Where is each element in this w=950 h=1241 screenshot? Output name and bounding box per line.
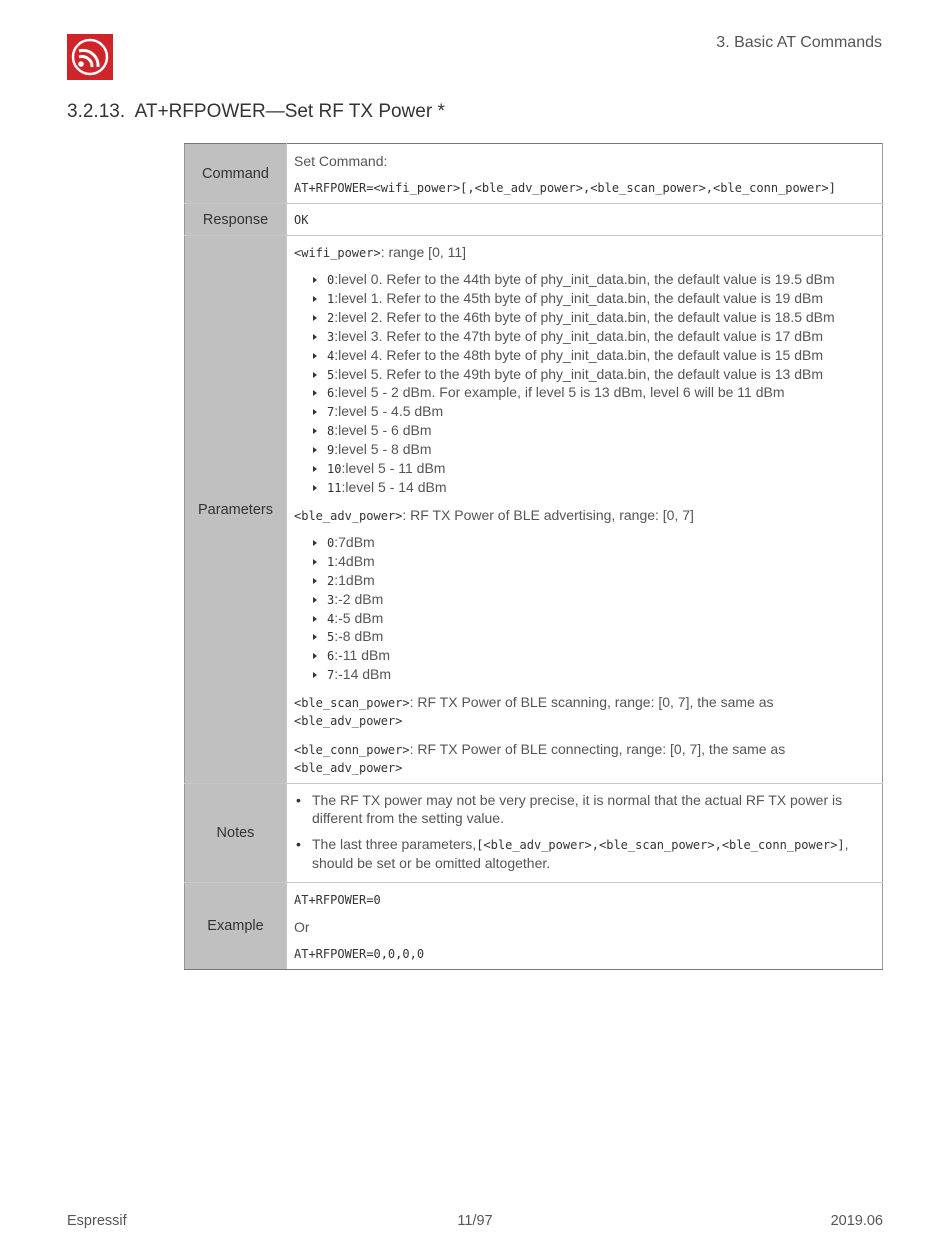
example-line-2: AT+RFPOWER=0,0,0,0 [294, 947, 425, 962]
parameters-cell [287, 236, 883, 784]
notes-cell [287, 784, 883, 883]
list-item: 2:level 2. Refer to the 46th byte of phy_init_data.bin, the default value is 18.5 dBm [311, 309, 874, 328]
ble-conn-power-ref: <ble_adv_power> [294, 761, 403, 776]
response-cell [287, 204, 883, 236]
list-item: 1:4dBm [311, 553, 874, 572]
list-item: 4:level 4. Refer to the 48th byte of phy_init_data.bin, the default value is 15 dBm [311, 347, 874, 366]
chapter-header: 3. Basic AT Commands [716, 34, 882, 51]
section-heading: AT+RFPOWER—Set RF TX Power * [134, 101, 445, 122]
command-table [184, 143, 883, 970]
footer-date: 2019.06 [830, 1213, 883, 1229]
list-item: 11:level 5 - 14 dBm [311, 479, 874, 498]
wifi-power-param [294, 243, 874, 262]
section-number: 3.2.13. [67, 101, 126, 122]
list-item: 6:-11 dBm [311, 647, 874, 666]
ble-conn-power-name: <ble_conn_power> [294, 743, 410, 758]
parameters-label: Parameters [185, 236, 287, 784]
wifi-power-desc: : range [0, 11] [380, 244, 467, 260]
list-item: 10:level 5 - 11 dBm [311, 460, 874, 479]
command-row [185, 144, 883, 204]
list-item: 8:level 5 - 6 dBm [311, 422, 874, 441]
command-label: Command [185, 144, 287, 204]
notes-label: Notes [185, 784, 287, 883]
espressif-logo-icon [67, 34, 113, 80]
response-text: OK [294, 213, 309, 227]
example-label: Example [185, 883, 287, 970]
ble-scan-power-name: <ble_scan_power> [294, 696, 410, 711]
ble-conn-power-desc: : RF TX Power of BLE connecting, range: [0, 7], the same as [409, 741, 786, 758]
command-syntax: AT+RFPOWER=<wifi_power>[,<ble_adv_power>,<ble_scan_power>,<ble_conn_power>] [294, 181, 836, 195]
ble-scan-power-desc: : RF TX Power of BLE scanning, range: [0, 7], the same as [409, 694, 774, 711]
ble-conn-power-param [294, 740, 874, 759]
list-item: 0:7dBm [311, 534, 874, 553]
list-item: 7:level 5 - 4.5 dBm [311, 403, 874, 422]
ble-scan-power-ref: <ble_adv_power> [294, 714, 403, 729]
list-item: 5:level 5. Refer to the 49th byte of phy_init_data.bin, the default value is 13 dBm [311, 366, 874, 385]
response-label: Response [185, 204, 287, 236]
ble-adv-power-desc: : RF TX Power of BLE advertising, range: [0, 7] [402, 506, 694, 523]
ble-adv-power-list [311, 534, 874, 685]
list-item: 3:level 3. Refer to the 47th byte of phy_init_data.bin, the default value is 17 dBm [311, 328, 874, 347]
ble-scan-power-param [294, 693, 874, 712]
note-item: • The RF TX power may not be very precise, it is normal that the actual RF TX power is different from the setting value. [294, 791, 874, 827]
command-cell [287, 144, 883, 204]
ble-adv-power-name: <ble_adv_power> [294, 508, 403, 523]
example-row [185, 883, 883, 970]
wifi-power-name: <wifi_power> [294, 246, 381, 260]
example-line-1: AT+RFPOWER=0 [294, 893, 381, 908]
command-heading: Set Command: [294, 153, 388, 169]
list-item: 2:1dBm [311, 572, 874, 591]
wifi-power-list [311, 271, 874, 498]
footer-company: Espressif [67, 1213, 127, 1229]
ble-adv-power-param [294, 506, 874, 525]
notes-list [294, 791, 874, 872]
list-item: 5:-8 dBm [311, 628, 874, 647]
parameters-row [185, 236, 883, 784]
footer-page-number: 11/97 [457, 1213, 493, 1229]
note-item: • The last three parameters,[<ble_adv_power>,<ble_scan_power>,<ble_conn_power>], should be set or be omitted altogether. [294, 835, 874, 872]
example-or: Or [294, 919, 310, 936]
list-item: 3:-2 dBm [311, 591, 874, 610]
notes-row [185, 784, 883, 883]
section-title [67, 101, 445, 123]
example-cell [287, 883, 883, 970]
response-row [185, 204, 883, 236]
list-item: 0:level 0. Refer to the 44th byte of phy_init_data.bin, the default value is 19.5 dBm [311, 271, 874, 290]
list-item: 1:level 1. Refer to the 45th byte of phy_init_data.bin, the default value is 19 dBm [311, 290, 874, 309]
list-item: 7:-14 dBm [311, 666, 874, 685]
list-item: 9:level 5 - 8 dBm [311, 441, 874, 460]
list-item: 6:level 5 - 2 dBm. For example, if level 5 is 13 dBm, level 6 will be 11 dBm [311, 384, 874, 403]
list-item: 4:-5 dBm [311, 610, 874, 629]
